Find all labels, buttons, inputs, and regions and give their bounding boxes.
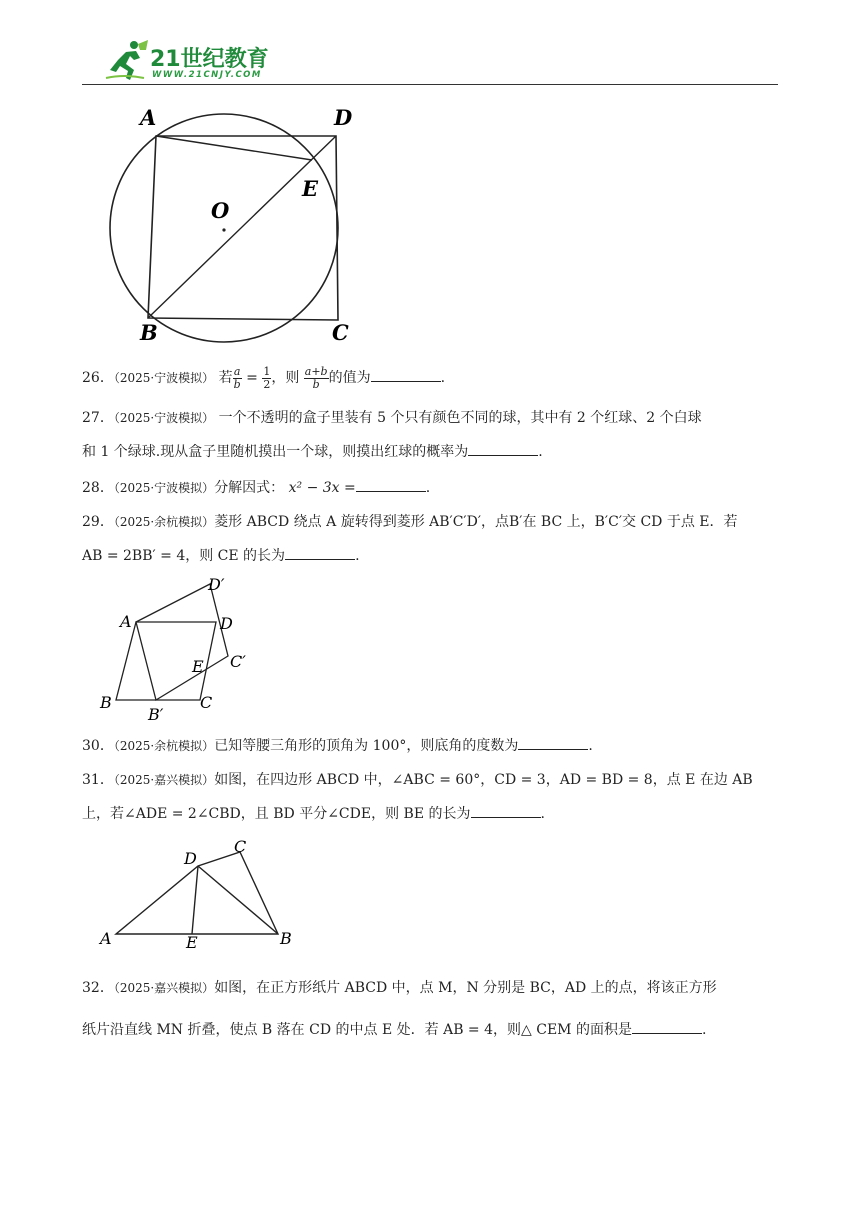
question-number: 27． xyxy=(82,410,114,426)
answer-blank[interactable] xyxy=(468,441,538,456)
answer-blank[interactable] xyxy=(518,735,588,750)
question-source: （2025·宁波模拟） xyxy=(113,481,215,495)
period: . xyxy=(355,548,360,564)
question-28 xyxy=(82,474,782,502)
question-27-line2 xyxy=(82,438,782,466)
fraction-a-b: $\frac{a}{b}$ xyxy=(233,364,241,391)
question-31-line2 xyxy=(82,800,782,828)
label-C: C xyxy=(332,320,349,345)
question-number: 32． xyxy=(82,980,114,996)
question-26 xyxy=(82,364,782,392)
label-O: O xyxy=(211,198,230,223)
question-text: 上，若∠ADE = 2∠CBD，且 BD 平分∠CDE，则 BE 的长为 xyxy=(82,806,471,822)
label-A: A xyxy=(120,612,132,631)
label-B-prime: B′ xyxy=(148,705,164,722)
fraction-apb-b: $\frac{a+b}{b}$ xyxy=(304,364,328,391)
question-30 xyxy=(82,732,782,760)
answer-blank[interactable] xyxy=(632,1019,702,1034)
period: . xyxy=(540,806,545,822)
answer-blank[interactable] xyxy=(356,477,426,492)
period: . xyxy=(440,370,446,386)
question-32-line2 xyxy=(82,1016,782,1044)
question-31 xyxy=(82,766,782,794)
question-source: （2025·宁波模拟） xyxy=(113,371,215,385)
label-D: D xyxy=(184,849,197,868)
question-text: 若 xyxy=(218,370,233,386)
logo-text: 21世纪教育 xyxy=(150,47,269,72)
label-C-prime: C′ xyxy=(230,652,246,671)
period: . xyxy=(588,738,593,754)
question-text: 已知等腰三角形的顶角为 100°，则底角的度数为 xyxy=(214,738,519,754)
runner-logo-icon xyxy=(104,38,150,84)
question-27 xyxy=(82,404,782,432)
question-32 xyxy=(82,974,782,1002)
label-E: E xyxy=(302,176,319,201)
period: . xyxy=(538,444,543,460)
question-source: （2025·余杭模拟） xyxy=(113,515,215,529)
question-text: AB = 2BB′ = 4，则 CE 的长为 xyxy=(82,548,286,564)
answer-blank[interactable] xyxy=(471,803,541,818)
header-divider xyxy=(82,84,778,85)
label-B: B xyxy=(280,929,292,948)
logo-url: WWW.21CNJY.COM xyxy=(152,70,262,80)
question-number: 29． xyxy=(82,514,114,530)
question-text: 和 1 个绿球.现从盒子里随机摸出一个球，则摸出红球的概率为 xyxy=(82,444,469,460)
label-A: A xyxy=(100,929,112,948)
question-source: （2025·宁波模拟） xyxy=(113,411,215,425)
question-text: 如图，在正方形纸片 ABCD 中，点 M，N 分别是 BC，AD 上的点，将该正方形 xyxy=(214,980,717,996)
figure-circle-square xyxy=(100,100,370,350)
label-C: C xyxy=(200,693,213,712)
period: . xyxy=(425,480,431,496)
label-D-prime: D′ xyxy=(208,575,225,594)
label-B: B xyxy=(100,693,112,712)
math-expression: x² − 3x = xyxy=(288,480,356,496)
label-D: D xyxy=(334,105,353,130)
label-E: E xyxy=(192,657,204,676)
site-logo xyxy=(104,38,274,86)
question-number: 28． xyxy=(82,480,114,496)
question-text: 分解因式： xyxy=(214,480,289,496)
question-29-line2 xyxy=(82,542,782,570)
question-text: 纸片沿直线 MN 折叠，使点 B 落在 CD 的中点 E 处．若 AB = 4，则△ CEM 的面积是 xyxy=(82,1022,632,1038)
question-text: 菱形 ABCD 绕点 A 旋转得到菱形 AB′C′D′，点B′在 BC 上，B′C′交 CD 于点 E．若 xyxy=(214,514,738,530)
question-text: 一个不透明的盒子里装有 5 个只有颜色不同的球，其中有 2 个红球、2 个白球 xyxy=(214,410,702,426)
page-header xyxy=(0,0,860,90)
question-number: 30． xyxy=(82,738,114,754)
label-D: D xyxy=(220,614,233,633)
period: . xyxy=(701,1022,707,1038)
question-text: ，则 xyxy=(271,370,304,386)
label-E: E xyxy=(186,933,198,952)
label-B: B xyxy=(140,320,158,345)
fraction-1-2: $\frac{1}{2}$ xyxy=(263,364,271,391)
question-source: （2025·余杭模拟） xyxy=(113,739,215,753)
figure-rhombus-rotation xyxy=(96,572,266,722)
equals-sign: = xyxy=(241,370,263,386)
question-source: （2025·嘉兴模拟） xyxy=(113,773,215,787)
figure-quadrilateral xyxy=(96,834,306,954)
answer-blank[interactable] xyxy=(371,367,441,382)
answer-blank[interactable] xyxy=(285,545,355,560)
question-number: 31． xyxy=(82,772,114,788)
question-text: 如图，在四边形 ABCD 中，∠ABC = 60°，CD = 3，AD = BD = 8，点 E 在边 AB xyxy=(214,772,753,788)
label-A: A xyxy=(140,105,157,130)
question-text: 的值为 xyxy=(328,370,371,386)
question-source: （2025·嘉兴模拟） xyxy=(113,981,215,995)
label-C: C xyxy=(234,837,247,856)
question-29 xyxy=(82,508,782,536)
question-number: 26． xyxy=(82,370,114,386)
